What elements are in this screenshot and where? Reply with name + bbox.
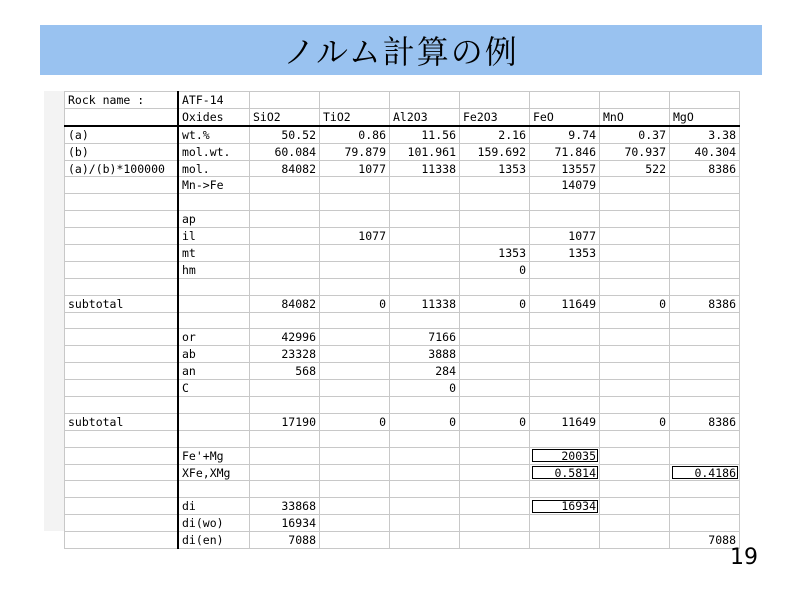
- table-cell: [65, 532, 179, 549]
- table-cell: [320, 245, 390, 262]
- table-cell: (a): [65, 126, 179, 143]
- table-cell: [320, 380, 390, 397]
- table-cell: [65, 481, 179, 498]
- table-cell: hm: [178, 261, 250, 278]
- table-cell: [460, 329, 530, 346]
- table-cell: XFe,XMg: [178, 464, 250, 481]
- table-cell: Mn->Fe: [178, 177, 250, 194]
- table-cell: [460, 481, 530, 498]
- table-row: [65, 261, 740, 278]
- table-cell: [65, 329, 179, 346]
- table-cell: [320, 278, 390, 295]
- table-cell: [390, 498, 460, 515]
- table-cell: [530, 532, 600, 549]
- table-cell: 7088: [670, 532, 740, 549]
- table-cell: 284: [390, 363, 460, 380]
- table-row: [65, 108, 740, 125]
- table-cell: [178, 278, 250, 295]
- table-cell: [390, 228, 460, 245]
- table-cell: [600, 532, 670, 549]
- table-cell: [65, 211, 179, 228]
- table-cell: [390, 447, 460, 464]
- table-cell: [600, 447, 670, 464]
- table-cell: 1077: [320, 228, 390, 245]
- table-cell: [390, 430, 460, 447]
- table-cell: 8386: [670, 413, 740, 430]
- table-cell: 0: [600, 295, 670, 312]
- table-cell: [530, 92, 600, 109]
- table-cell: 3888: [390, 346, 460, 363]
- table-cell: [320, 397, 390, 414]
- table-cell: (b): [65, 143, 179, 160]
- table-cell: [670, 346, 740, 363]
- table-cell: [460, 532, 530, 549]
- table-cell: [600, 177, 670, 194]
- table-cell: [390, 278, 460, 295]
- table-cell: [320, 363, 390, 380]
- table-row: [65, 143, 740, 160]
- table-cell: 522: [600, 160, 670, 177]
- table-row: [65, 126, 740, 143]
- table-cell: ATF-14: [178, 92, 250, 109]
- table-cell: [460, 515, 530, 532]
- table-cell: [65, 346, 179, 363]
- table-cell: [320, 329, 390, 346]
- table-cell: [530, 278, 600, 295]
- table-cell: 0.86: [320, 126, 390, 143]
- table-row: [65, 194, 740, 211]
- table-cell: 14079: [530, 177, 600, 194]
- table-cell: [65, 498, 179, 515]
- table-cell: subtotal: [65, 413, 179, 430]
- table-cell: [390, 211, 460, 228]
- table-cell: 159.692: [460, 143, 530, 160]
- table-cell: FeO: [530, 108, 600, 125]
- table-cell: 11.56: [390, 126, 460, 143]
- table-cell: [600, 397, 670, 414]
- table-cell: [320, 515, 390, 532]
- table-cell: [65, 380, 179, 397]
- table-cell: [178, 413, 250, 430]
- table-cell: 16934: [250, 515, 320, 532]
- table-cell: [178, 397, 250, 414]
- table-cell: [670, 329, 740, 346]
- table-cell: [460, 312, 530, 329]
- table-cell: [320, 346, 390, 363]
- table-cell: [250, 245, 320, 262]
- table-cell: [600, 211, 670, 228]
- table-cell: [670, 177, 740, 194]
- table-cell: [250, 447, 320, 464]
- slide-title: ノルム計算の例: [283, 33, 519, 71]
- table-cell: subtotal: [65, 295, 179, 312]
- table-row: [65, 245, 740, 262]
- table-cell: [390, 515, 460, 532]
- table-cell: Al2O3: [390, 108, 460, 125]
- table-cell: [320, 312, 390, 329]
- table-cell: [250, 228, 320, 245]
- table-cell: [600, 346, 670, 363]
- table-cell: 1353: [460, 245, 530, 262]
- table-cell: [65, 278, 179, 295]
- table-row: [65, 481, 740, 498]
- table-cell: [250, 278, 320, 295]
- table-cell: 11649: [530, 413, 600, 430]
- table-row: [65, 532, 740, 549]
- table-row: [65, 413, 740, 430]
- table-cell: [178, 295, 250, 312]
- table-cell: [65, 245, 179, 262]
- table-cell: [460, 430, 530, 447]
- table-row: [65, 278, 740, 295]
- table-cell: [65, 108, 179, 125]
- table-cell: 0: [600, 413, 670, 430]
- table-cell: 0: [320, 413, 390, 430]
- table-cell: [250, 177, 320, 194]
- table-cell: [600, 194, 670, 211]
- table-row: [65, 177, 740, 194]
- row-header-gutter: [44, 91, 65, 531]
- table-cell: 13557: [530, 160, 600, 177]
- table-cell: [320, 481, 390, 498]
- table-cell: [460, 363, 530, 380]
- table-cell: [600, 92, 670, 109]
- table-cell: 84082: [250, 160, 320, 177]
- table-cell: [600, 498, 670, 515]
- table-cell: [600, 430, 670, 447]
- table-cell: [320, 92, 390, 109]
- table-cell: [65, 228, 179, 245]
- table-cell: 16934: [530, 498, 600, 515]
- table-cell: 42996: [250, 329, 320, 346]
- norm-calculation-table: [64, 91, 740, 549]
- table-cell: 7166: [390, 329, 460, 346]
- table-cell: [670, 211, 740, 228]
- table-cell: [600, 261, 670, 278]
- table-cell: [250, 430, 320, 447]
- table-row: [65, 228, 740, 245]
- page-number: 19: [730, 545, 758, 570]
- table-cell: [320, 177, 390, 194]
- table-cell: 0: [320, 295, 390, 312]
- table-cell: [530, 211, 600, 228]
- table-cell: [670, 515, 740, 532]
- table-cell: [65, 397, 179, 414]
- table-cell: [530, 481, 600, 498]
- table-cell: ab: [178, 346, 250, 363]
- table-row: [65, 92, 740, 109]
- table-cell: mol.: [178, 160, 250, 177]
- table-cell: [530, 363, 600, 380]
- table-cell: 11649: [530, 295, 600, 312]
- table-row: [65, 498, 740, 515]
- table-cell: [670, 261, 740, 278]
- table-row: [65, 380, 740, 397]
- table-cell: 71.846: [530, 143, 600, 160]
- slide-title-bar: [40, 25, 762, 75]
- table-cell: 0.5814: [530, 464, 600, 481]
- table-cell: [65, 515, 179, 532]
- table-cell: [460, 464, 530, 481]
- table-cell: [600, 363, 670, 380]
- table-cell: [530, 194, 600, 211]
- table-cell: [65, 194, 179, 211]
- table-cell: [250, 380, 320, 397]
- table-cell: [390, 261, 460, 278]
- table-row: [65, 430, 740, 447]
- table-cell: [65, 447, 179, 464]
- table-cell: [670, 380, 740, 397]
- table-cell: [600, 278, 670, 295]
- table-cell: [530, 430, 600, 447]
- table-cell: 0.37: [600, 126, 670, 143]
- table-cell: 20035: [530, 447, 600, 464]
- table-cell: [670, 363, 740, 380]
- table-cell: [250, 92, 320, 109]
- table-cell: [178, 312, 250, 329]
- table-cell: 8386: [670, 295, 740, 312]
- table-cell: ap: [178, 211, 250, 228]
- table-cell: [670, 92, 740, 109]
- table-cell: [250, 312, 320, 329]
- table-cell: [65, 464, 179, 481]
- table-cell: [65, 177, 179, 194]
- table-cell: di: [178, 498, 250, 515]
- table-cell: [250, 464, 320, 481]
- table-cell: 33868: [250, 498, 320, 515]
- table-row: [65, 160, 740, 177]
- table-cell: di(en): [178, 532, 250, 549]
- table-cell: [460, 346, 530, 363]
- table-cell: 2.16: [460, 126, 530, 143]
- table-cell: 50.52: [250, 126, 320, 143]
- table-cell: 0: [460, 261, 530, 278]
- table-cell: 0: [390, 380, 460, 397]
- table-cell: 3.38: [670, 126, 740, 143]
- table-cell: [390, 312, 460, 329]
- table-cell: 0.4186: [670, 464, 740, 481]
- table-cell: 1353: [460, 160, 530, 177]
- table-cell: [460, 92, 530, 109]
- table-cell: [530, 380, 600, 397]
- table-cell: [670, 481, 740, 498]
- table-cell: [320, 447, 390, 464]
- table-cell: 0: [390, 413, 460, 430]
- table-cell: [320, 430, 390, 447]
- table-cell: [178, 194, 250, 211]
- table-cell: [600, 515, 670, 532]
- table-cell: 1077: [530, 228, 600, 245]
- table-cell: 23328: [250, 346, 320, 363]
- table-cell: 60.084: [250, 143, 320, 160]
- table-cell: 79.879: [320, 143, 390, 160]
- table-cell: [600, 245, 670, 262]
- table-cell: mol.wt.: [178, 143, 250, 160]
- table-cell: 1077: [320, 160, 390, 177]
- table-cell: [670, 312, 740, 329]
- table-cell: [320, 532, 390, 549]
- table-cell: [178, 481, 250, 498]
- table-cell: [460, 177, 530, 194]
- table-cell: [320, 498, 390, 515]
- table-cell: 8386: [670, 160, 740, 177]
- table-row: [65, 329, 740, 346]
- table-row: [65, 464, 740, 481]
- table-cell: [460, 194, 530, 211]
- table-cell: [600, 329, 670, 346]
- table-cell: [250, 481, 320, 498]
- table-cell: [178, 430, 250, 447]
- table-cell: 9.74: [530, 126, 600, 143]
- table-row: [65, 346, 740, 363]
- table-cell: 84082: [250, 295, 320, 312]
- table-cell: [320, 464, 390, 481]
- table-cell: [390, 177, 460, 194]
- table-cell: [460, 498, 530, 515]
- table-cell: [460, 397, 530, 414]
- table-cell: mt: [178, 245, 250, 262]
- table-cell: C: [178, 380, 250, 397]
- table-cell: [670, 245, 740, 262]
- table-cell: [65, 312, 179, 329]
- table-cell: [65, 430, 179, 447]
- table-cell: Oxides: [178, 108, 250, 125]
- table-cell: [670, 397, 740, 414]
- table-cell: [670, 498, 740, 515]
- table-cell: [390, 92, 460, 109]
- table-cell: 0: [460, 413, 530, 430]
- table-cell: [670, 194, 740, 211]
- table-cell: [530, 397, 600, 414]
- table-row: [65, 447, 740, 464]
- table-cell: or: [178, 329, 250, 346]
- table-cell: 1353: [530, 245, 600, 262]
- table-cell: an: [178, 363, 250, 380]
- table-cell: 101.961: [390, 143, 460, 160]
- table-cell: [600, 312, 670, 329]
- table-cell: [250, 397, 320, 414]
- table-cell: [600, 481, 670, 498]
- table-cell: [320, 194, 390, 211]
- table-cell: [670, 278, 740, 295]
- table-cell: [530, 346, 600, 363]
- table-cell: [390, 245, 460, 262]
- table-cell: 0: [460, 295, 530, 312]
- table-cell: [390, 464, 460, 481]
- table-cell: [530, 515, 600, 532]
- table-cell: [250, 211, 320, 228]
- table-cell: SiO2: [250, 108, 320, 125]
- table-cell: [530, 261, 600, 278]
- table-cell: [600, 228, 670, 245]
- table-cell: MnO: [600, 108, 670, 125]
- table-cell: [600, 464, 670, 481]
- table-cell: 11338: [390, 295, 460, 312]
- table-cell: [250, 261, 320, 278]
- table-cell: [320, 211, 390, 228]
- table-cell: wt.%: [178, 126, 250, 143]
- table-row: [65, 211, 740, 228]
- table-row: [65, 515, 740, 532]
- table-cell: [390, 194, 460, 211]
- table-cell: [670, 228, 740, 245]
- table-cell: MgO: [670, 108, 740, 125]
- table-cell: [600, 380, 670, 397]
- table-cell: [460, 278, 530, 295]
- table-cell: [530, 312, 600, 329]
- table-cell: [320, 261, 390, 278]
- table-row: [65, 397, 740, 414]
- table-cell: [670, 430, 740, 447]
- table-cell: [390, 397, 460, 414]
- table-row: [65, 312, 740, 329]
- table-cell: di(wo): [178, 515, 250, 532]
- table-cell: Rock name :: [65, 92, 179, 109]
- table-cell: 11338: [390, 160, 460, 177]
- table-cell: [460, 447, 530, 464]
- table-cell: [460, 228, 530, 245]
- table-cell: (a)/(b)*100000: [65, 160, 179, 177]
- table-cell: TiO2: [320, 108, 390, 125]
- table-cell: [390, 532, 460, 549]
- table-row: [65, 363, 740, 380]
- table-cell: 70.937: [600, 143, 670, 160]
- table-cell: [250, 194, 320, 211]
- table-cell: 17190: [250, 413, 320, 430]
- table-cell: Fe2O3: [460, 108, 530, 125]
- table-cell: [65, 261, 179, 278]
- table-cell: Fe'+Mg: [178, 447, 250, 464]
- table-cell: [530, 329, 600, 346]
- table-cell: il: [178, 228, 250, 245]
- table-cell: 568: [250, 363, 320, 380]
- table-cell: [670, 447, 740, 464]
- table-cell: [65, 363, 179, 380]
- table-row: [65, 295, 740, 312]
- table-cell: 7088: [250, 532, 320, 549]
- table-cell: 40.304: [670, 143, 740, 160]
- table-cell: [460, 211, 530, 228]
- table-cell: [460, 380, 530, 397]
- table-cell: [390, 481, 460, 498]
